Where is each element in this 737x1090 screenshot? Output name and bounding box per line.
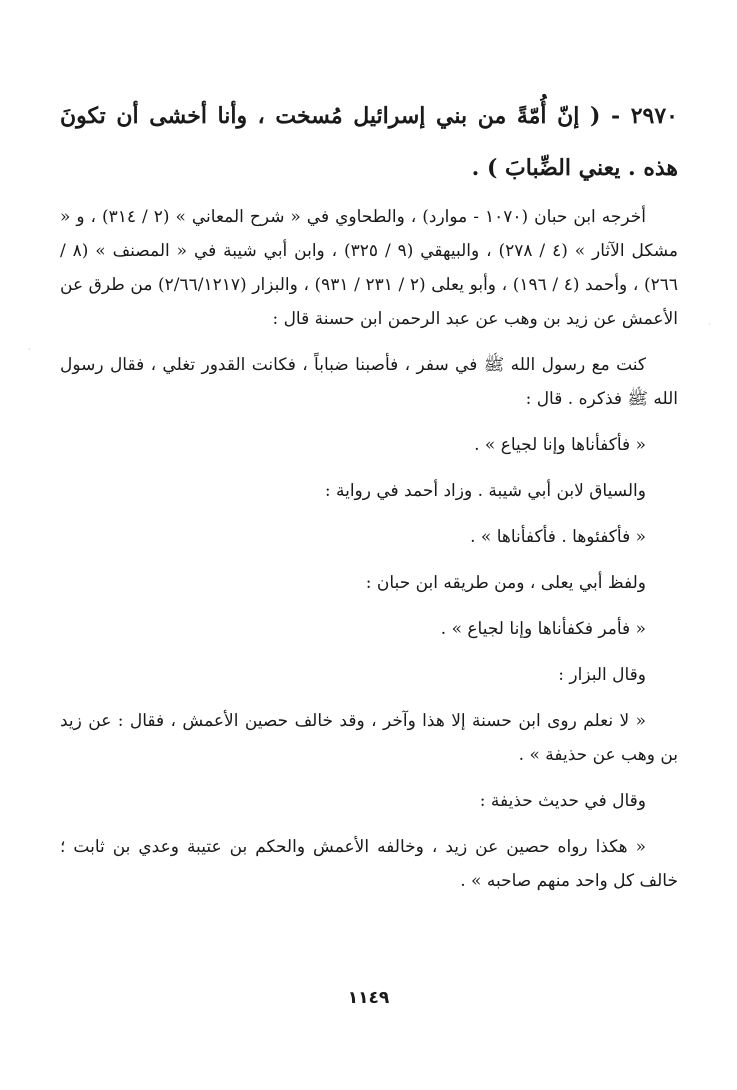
page-number: ١١٤٩ — [347, 988, 390, 1008]
hadith-heading: ٢٩٧٠ - ( إنّ أُمّةً من بني إسرائيل مُسخت ، وأنا أخشى أن تكونَ هذه . يعني الضِّبابَ ) . — [60, 103, 678, 181]
margin-speck: · — [708, 320, 711, 329]
narration-paragraph: كنت مع رسول الله ﷺ في سفر ، فأصبنا ضباباً ، فكانت القدور تغلي ، فقال رسول الله ﷺ فذكره . قال : — [60, 355, 678, 409]
abu-yala-intro: ولفظ أبي يعلى ، ومن طريقه ابن حبان : — [365, 573, 646, 593]
bazzar-quote: « لا نعلم روى ابن حسنة إلا هذا وآخر ، وقد خالف حصين الأعمش ، فقال : عن زيد بن وهب عن حذيفة » . — [60, 711, 678, 765]
bazzar-intro: وقال البزار : — [558, 665, 646, 685]
hudhayfa-quote: « هكذا رواه حصين عن زيد ، وخالفه الأعمش والحكم بن عتيبة وعدي بن ثابت ؛ خالف كل واحد منهم صاحبه » . — [60, 837, 678, 891]
quote-1: « فأكفأناها وإنا لجياع » . — [474, 435, 646, 455]
takhrij-paragraph: أخرجه ابن حبان (١٠٧٠ - موارد) ، والطحاوي في « شرح المعاني » (٢ / ٣١٤) ، و « مشكل الآثار » (٤ / ٢٧٨) ، والبيهقي (٩ / ٣٢٥) ، وابن أبي شيبة في « المصنف » (٨ / ٢٦٦) ، وأحمد (٤ / ١٩٦) ، وأبو يعلى (٢ / ٢٣١ / ٩٣١) ، والبزار (٢/٦٦/١٢١٧) من طرق عن الأعمش عن زيد بن وهب عن عبد الرحمن ابن حسنة قال : — [60, 207, 678, 329]
siyaq-line: والسياق لابن أبي شيبة . وزاد أحمد في رواية : — [324, 481, 646, 501]
quote-2: « فأكفئوها . فأكفأناها » . — [470, 527, 646, 547]
hudhayfa-intro: وقال في حديث حذيفة : — [479, 791, 646, 811]
margin-speck: · — [28, 345, 31, 354]
quote-3: « فأمر فكفأناها وإنا لجياع » . — [440, 619, 646, 639]
page-body — [60, 78, 678, 898]
